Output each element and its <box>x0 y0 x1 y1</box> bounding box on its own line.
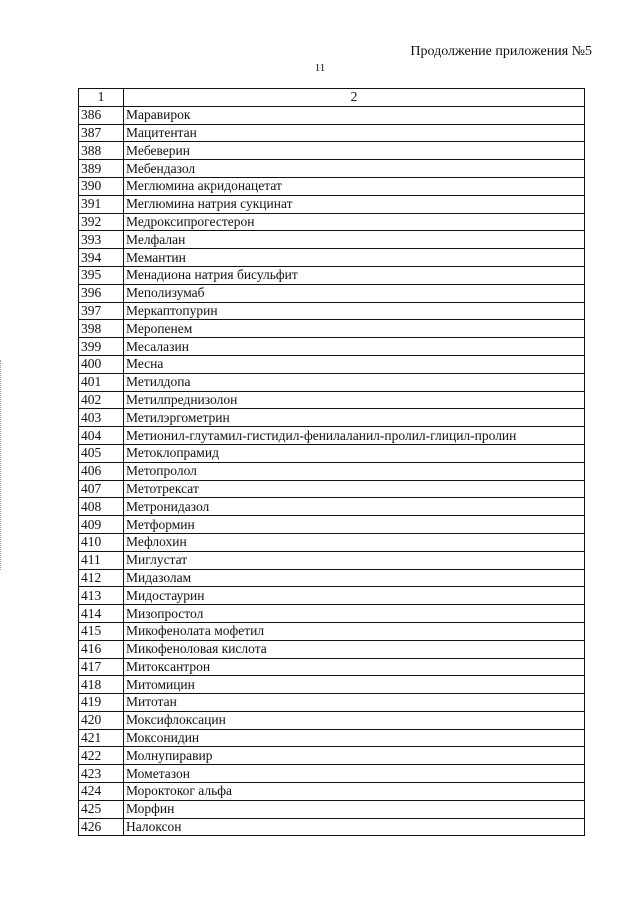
drug-name-cell: Мемантин <box>124 249 585 267</box>
drug-name-cell: Метопролол <box>124 462 585 480</box>
table-row <box>79 266 585 284</box>
row-number-cell: 387 <box>79 124 124 142</box>
row-number-cell: 425 <box>79 800 124 818</box>
column-header-number: 1 <box>79 89 124 107</box>
row-number-cell: 416 <box>79 640 124 658</box>
row-number-cell: 406 <box>79 462 124 480</box>
drug-name-cell: Мацитентан <box>124 124 585 142</box>
appendix-continuation-label: Продолжение приложения №5 <box>410 44 592 59</box>
row-number-cell: 404 <box>79 427 124 445</box>
drug-name-cell: Мелфалан <box>124 231 585 249</box>
table-row <box>79 231 585 249</box>
table-row <box>79 444 585 462</box>
drug-name-cell: Медроксипрогестерон <box>124 213 585 231</box>
drug-name-cell: Месалазин <box>124 338 585 356</box>
row-number-cell: 405 <box>79 444 124 462</box>
drug-name-cell: Меркаптопурин <box>124 302 585 320</box>
row-number-cell: 398 <box>79 320 124 338</box>
drug-name-cell: Налоксон <box>124 818 585 836</box>
table-row <box>79 569 585 587</box>
table-row <box>79 676 585 694</box>
drug-name-cell: Мебеверин <box>124 142 585 160</box>
table-row <box>79 124 585 142</box>
row-number-cell: 386 <box>79 106 124 124</box>
drug-list-table <box>78 88 585 836</box>
drug-name-cell: Митоксантрон <box>124 658 585 676</box>
row-number-cell: 417 <box>79 658 124 676</box>
drug-name-cell: Маравирок <box>124 106 585 124</box>
table-header-row <box>79 89 585 107</box>
drug-name-cell: Месна <box>124 355 585 373</box>
row-number-cell: 397 <box>79 302 124 320</box>
drug-name-cell: Мидазолам <box>124 569 585 587</box>
drug-name-cell: Моксонидин <box>124 729 585 747</box>
row-number-cell: 401 <box>79 373 124 391</box>
row-number-cell: 392 <box>79 213 124 231</box>
row-number-cell: 402 <box>79 391 124 409</box>
drug-name-cell: Микофеноловая кислота <box>124 640 585 658</box>
table-row <box>79 160 585 178</box>
row-number-cell: 424 <box>79 783 124 801</box>
row-number-cell: 415 <box>79 622 124 640</box>
drug-name-cell: Морфин <box>124 800 585 818</box>
drug-name-cell: Меполизумаб <box>124 284 585 302</box>
drug-name-cell: Метоклопрамид <box>124 444 585 462</box>
row-number-cell: 411 <box>79 551 124 569</box>
drug-name-cell: Метилдопа <box>124 373 585 391</box>
table-row <box>79 373 585 391</box>
drug-name-cell: Менадиона натрия бисульфит <box>124 266 585 284</box>
table-row <box>79 605 585 623</box>
row-number-cell: 418 <box>79 676 124 694</box>
table-row <box>79 729 585 747</box>
table-row <box>79 640 585 658</box>
table-row <box>79 800 585 818</box>
drug-name-cell: Метионил-глутамил-гистидил-фенилаланил-пролил-глицил-пролин <box>124 427 585 445</box>
row-number-cell: 412 <box>79 569 124 587</box>
drug-name-cell: Молнупиравир <box>124 747 585 765</box>
drug-name-cell: Митомицин <box>124 676 585 694</box>
row-number-cell: 400 <box>79 355 124 373</box>
table-row <box>79 142 585 160</box>
table-row <box>79 249 585 267</box>
row-number-cell: 419 <box>79 694 124 712</box>
row-number-cell: 423 <box>79 765 124 783</box>
table-row <box>79 177 585 195</box>
table-row <box>79 195 585 213</box>
drug-name-cell: Мидостаурин <box>124 587 585 605</box>
drug-name-cell: Меглюмина акридонацетат <box>124 177 585 195</box>
scan-edge-marks <box>0 360 4 570</box>
drug-name-cell: Микофенолата мофетил <box>124 622 585 640</box>
drug-name-cell: Миглустат <box>124 551 585 569</box>
table-row <box>79 284 585 302</box>
page-number: 11 <box>314 62 326 74</box>
column-header-name: 2 <box>124 89 585 107</box>
table-row <box>79 818 585 836</box>
row-number-cell: 394 <box>79 249 124 267</box>
row-number-cell: 403 <box>79 409 124 427</box>
row-number-cell: 426 <box>79 818 124 836</box>
table-row <box>79 462 585 480</box>
table-row <box>79 783 585 801</box>
table-row <box>79 302 585 320</box>
drug-name-cell: Мефлохин <box>124 533 585 551</box>
drug-name-cell: Моксифлоксацин <box>124 711 585 729</box>
row-number-cell: 399 <box>79 338 124 356</box>
row-number-cell: 413 <box>79 587 124 605</box>
table-row <box>79 320 585 338</box>
table-row <box>79 480 585 498</box>
row-number-cell: 420 <box>79 711 124 729</box>
table-row <box>79 658 585 676</box>
row-number-cell: 422 <box>79 747 124 765</box>
drug-name-cell: Мебендазол <box>124 160 585 178</box>
table-row <box>79 747 585 765</box>
row-number-cell: 407 <box>79 480 124 498</box>
table-row <box>79 391 585 409</box>
table-body <box>79 106 585 836</box>
drug-name-cell: Меглюмина натрия сукцинат <box>124 195 585 213</box>
drug-name-cell: Метформин <box>124 516 585 534</box>
row-number-cell: 393 <box>79 231 124 249</box>
row-number-cell: 390 <box>79 177 124 195</box>
row-number-cell: 408 <box>79 498 124 516</box>
drug-name-cell: Метронидазол <box>124 498 585 516</box>
row-number-cell: 414 <box>79 605 124 623</box>
table-row <box>79 355 585 373</box>
table-row <box>79 338 585 356</box>
row-number-cell: 391 <box>79 195 124 213</box>
row-number-cell: 396 <box>79 284 124 302</box>
table-row <box>79 106 585 124</box>
row-number-cell: 421 <box>79 729 124 747</box>
drug-name-cell: Мороктоког альфа <box>124 783 585 801</box>
drug-name-cell: Митотан <box>124 694 585 712</box>
row-number-cell: 389 <box>79 160 124 178</box>
table-row <box>79 427 585 445</box>
drug-name-cell: Метилпреднизолон <box>124 391 585 409</box>
drug-name-cell: Мизопростол <box>124 605 585 623</box>
drug-name-cell: Метилэргометрин <box>124 409 585 427</box>
drug-name-cell: Метотрексат <box>124 480 585 498</box>
table-row <box>79 516 585 534</box>
table-row <box>79 213 585 231</box>
table-row <box>79 409 585 427</box>
table-row <box>79 711 585 729</box>
row-number-cell: 410 <box>79 533 124 551</box>
drug-name-cell: Меропенем <box>124 320 585 338</box>
table-row <box>79 694 585 712</box>
table-row <box>79 551 585 569</box>
drug-name-cell: Мометазон <box>124 765 585 783</box>
table-row <box>79 533 585 551</box>
row-number-cell: 395 <box>79 266 124 284</box>
table-row <box>79 587 585 605</box>
table-row <box>79 765 585 783</box>
row-number-cell: 388 <box>79 142 124 160</box>
table-row <box>79 622 585 640</box>
row-number-cell: 409 <box>79 516 124 534</box>
table-row <box>79 498 585 516</box>
